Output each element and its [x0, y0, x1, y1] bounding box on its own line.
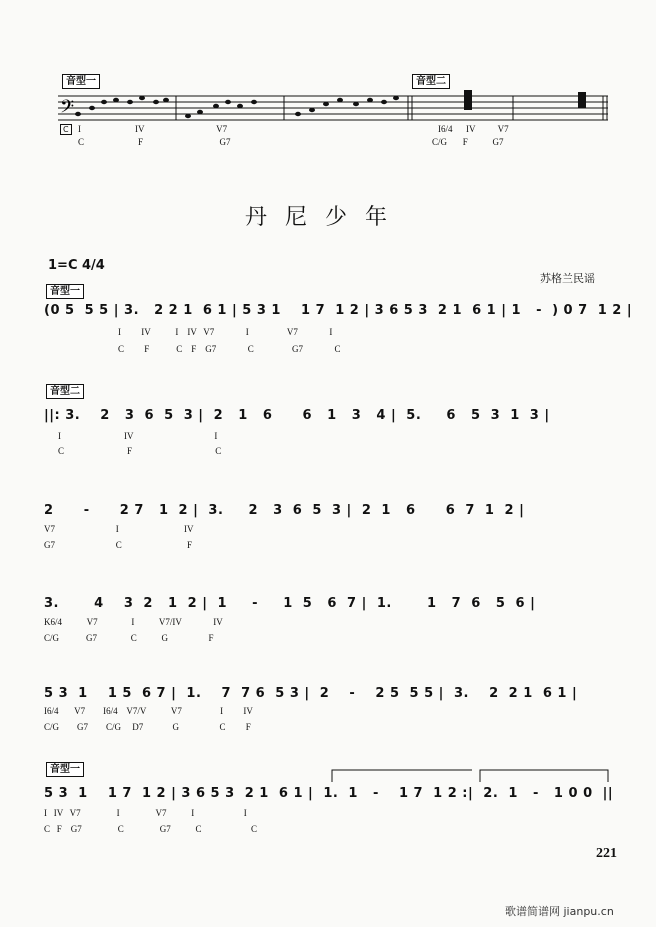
row-1-tag: 音型一 — [46, 284, 84, 299]
row-2-tag: 音型二 — [46, 384, 84, 399]
row-3-notes: 2 - 2 7 1 2 | 3. 2 3 6 5 3 | 2 1 6 6 7 1 2 | — [44, 503, 525, 518]
row-5-roman: I6/4 V7 I6/4 V7/V V7 I IV — [44, 706, 253, 716]
key-box: C — [60, 124, 72, 135]
row-4-roman: K6/4 V7 I V7/IV IV — [44, 617, 223, 627]
row-2-notes: ||: 3. 2 3 6 5 3 | 2 1 6 6 1 3 4 | 5. 6 5 3 1 3 | — [44, 408, 550, 423]
watermark: 歌谱简谱网 jianpu.cn — [505, 905, 614, 918]
staff-chords-letter-2: C/G F G7 — [432, 137, 504, 147]
page-number: 221 — [596, 846, 617, 861]
pattern-tag-1: 音型一 — [62, 74, 100, 89]
row-4-notes: 3. 4 3 2 1 2 | 1 - 1 5 6 7 | 1. 1 7 6 5 6 | — [44, 596, 536, 611]
row-4-letters: C/G G7 C G F — [44, 633, 214, 643]
staff-chords-roman-1: I IV V7 — [78, 124, 228, 134]
staff-chords-letter-1: C F G7 — [78, 137, 231, 147]
pattern-tag-2: 音型二 — [412, 74, 450, 89]
composer-credit: 苏格兰民谣 — [540, 272, 595, 285]
row-3-roman: V7 I IV — [44, 524, 194, 534]
row-5-letters: C/G G7 C/G D7 G C F — [44, 722, 251, 732]
row-3-letters: G7 C F — [44, 540, 193, 550]
row-6-roman: I IV V7 I V7 I I — [44, 808, 247, 818]
volta-brackets — [330, 768, 612, 782]
row-6-notes: 5 3 1 1 7 1 2 | 3 6 5 3 2 1 6 1 | 1. 1 - 1 7 1 2 :| 2. 1 - 1 0 0 || — [44, 786, 614, 801]
row-6-letters: C F G7 C G7 C C — [44, 824, 258, 834]
bass-clef-icon: 𝄢 — [60, 97, 75, 122]
row-1-letters: C F C F G7 C G7 C — [118, 344, 341, 354]
row-1-notes: (0 5 5 5 | 3. 2 2 1 6 1 | 5 3 1 1 7 1 2 | 3 6 5 3 2 1 6 1 | 1 - ) 0 7 1 2 | — [44, 303, 633, 318]
row-1-roman: I IV I IV V7 I V7 I — [118, 327, 333, 337]
page-title: 丹尼少年 — [245, 205, 406, 230]
row-5-notes: 5 3 1 1 5 6 7 | 1. 7 7 6 5 3 | 2 - 2 5 5 5 | 3. 2 2 1 6 1 | — [44, 686, 578, 701]
row-2-letters: C F C — [58, 446, 222, 456]
row-2-roman: I IV I — [58, 431, 218, 441]
row-6-tag: 音型一 — [46, 762, 84, 777]
staff-chords-roman-2: I6/4 IV V7 — [438, 124, 509, 134]
key-signature: 1=C 4/4 — [48, 258, 105, 273]
bass-staff — [58, 88, 618, 128]
